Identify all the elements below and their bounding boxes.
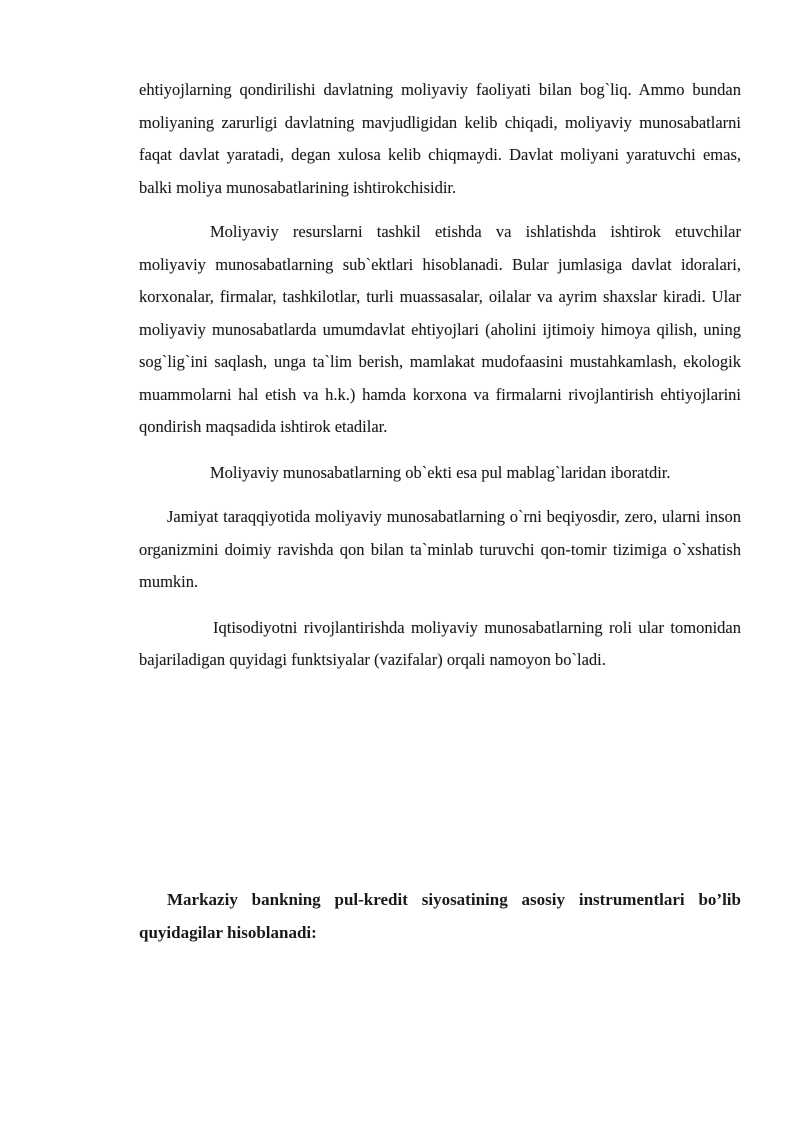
section-heading: Markaziy bankning pul-kredit siyosatining asosiy instrumentlari bo’lib quyidagilar hisoblanadi:	[139, 890, 741, 942]
document-body	[139, 74, 741, 677]
paragraph-financial-subjects: Moliyaviy resurslarni tashkil etishda va ishlatishda ishtirok etuvchilar moliyaviy munosabatlarning sub`ektlari hisoblanadi. Bular jumlasiga davlat idoralari, korxonalar, firmalar, tashkilotlar, turli muassasalar, oilalar va ayrim shaxslar kiradi. Ular moliyaviy munosabatlarda umumdavlat ehtiyojlari (aholini ijtimoiy himoya qilish, uning sog`lig`ini saqlash, unga ta`lim berish, mamlakat mudofaasini mustahkamlash, ekologik muammolarni hal etish va h.k.) hamda korxona va firmalarni rivojlantirish ehtiyojlarini qondirish maqsadida ishtirok etadilar.	[139, 222, 741, 436]
paragraph-functions-intro: Iqtisodiyotni rivojlantirishda moliyaviy munosabatlarning roli ular tomonidan bajariladigan quyidagi funktsiyalar (vazifalar) orqali namoyon bo`ladi.	[139, 617, 741, 669]
paragraph-role-in-society: Jamiyat taraqqiyotida moliyaviy munosabatlarning o`rni beqiyosdir, zero, ularni inson organizmini doimiy ravishda qon bilan ta`minlab turuvchi qon-tomir tizimiga o`xshatish mumkin.	[139, 507, 741, 591]
paragraph-state-finance: ehtiyojlarning qondirilishi davlatning moliyaviy faoliyati bilan bog`liq. Ammo bundan moliyaning zarurligi davlatning mavjudligidan kelib chiqadi, moliyaviy munosabatlarni faqat davlat yaratadi, degan xulosa kelib chiqmaydi. Davlat moliyani yaratuvchi emas, balki moliya munosabatlarining ishtirokchisidir.	[139, 80, 741, 197]
paragraph-financial-object: Moliyaviy munosabatlarning ob`ekti esa pul mablag`laridan iboratdir.	[210, 462, 671, 482]
